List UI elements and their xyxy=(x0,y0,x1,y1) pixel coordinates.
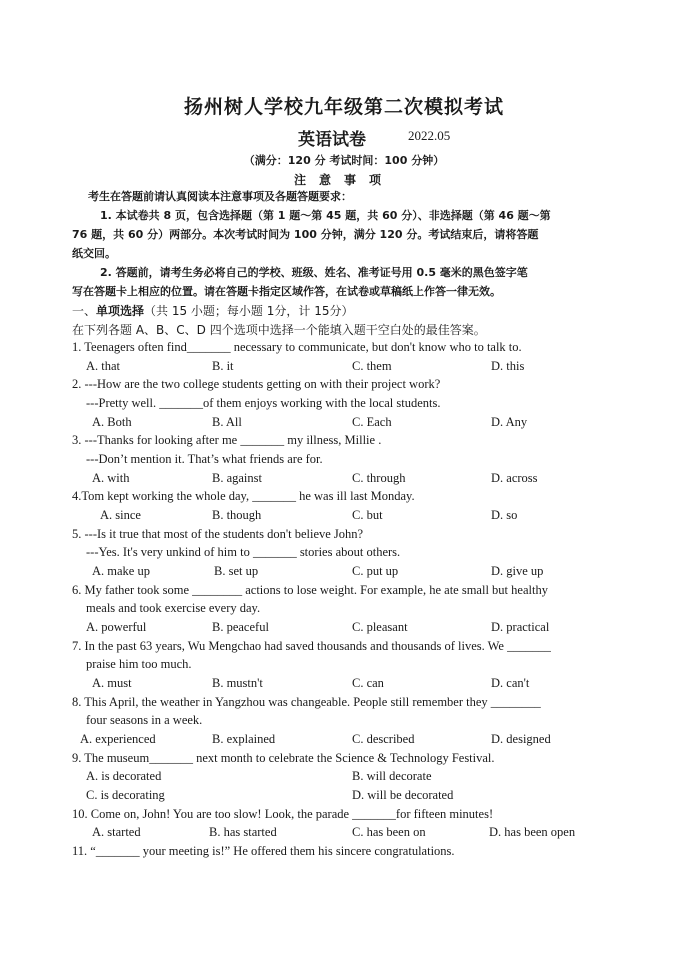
option-c: C. has been on xyxy=(352,825,426,839)
question-stem: 11. “_______ your meeting is!” He offered them his sincere congratulations. xyxy=(72,844,455,858)
instruction-line: 考生在答题前请认真阅读本注意事项及各题答题要求： xyxy=(88,190,352,203)
option-d: D. so xyxy=(491,508,518,522)
option-c: C. put up xyxy=(352,564,399,578)
option-b: B. mustn't xyxy=(212,676,263,690)
option-a: A. with xyxy=(92,471,130,485)
option-d: D. Any xyxy=(491,415,528,429)
question-stem: 9. The museum_______ next month to celebrate the Science & Technology Festival. xyxy=(72,751,495,765)
question-stem: 1. Teenagers often find_______ necessary to communicate, but don't know who to talk to. xyxy=(72,340,522,354)
option-b: B. explained xyxy=(212,732,276,746)
option-c: C. can xyxy=(352,676,384,690)
instruction-line: 76 题，共 60 分）两部分。本次考试时间为 100 分钟，满分 120 分。考试结束后，请将答题 xyxy=(72,228,539,241)
question-stem: 8. This April, the weather in Yangzhou was changeable. People still remember they ________ xyxy=(72,695,541,709)
section-description: 在下列各题 A、B、C、D 四个选项中选择一个能填入题干空白处的最佳答案。 xyxy=(72,323,486,337)
option-a: A. powerful xyxy=(86,620,147,634)
question-stem: ---Don’t mention it. That’s what friends are for. xyxy=(86,452,323,466)
option-c: C. but xyxy=(352,508,383,522)
option-d: D. designed xyxy=(491,732,551,746)
option-b: B. will decorate xyxy=(352,769,432,783)
exam-title: 扬州树人学校九年级第二次模拟考试 xyxy=(183,96,504,118)
option-a: A. Both xyxy=(92,415,132,429)
option-c: C. through xyxy=(352,471,406,485)
option-a: A. is decorated xyxy=(86,769,162,783)
instruction-line: 2. 答题前，请考生务必将自己的学校、班级、姓名、准考证号用 0.5 毫米的黑色签字笔 xyxy=(100,266,528,279)
option-b: B. has started xyxy=(209,825,277,839)
option-a: A. experienced xyxy=(80,732,156,746)
option-d: D. will be decorated xyxy=(352,788,454,802)
question-stem: four seasons in a week. xyxy=(86,713,203,727)
question-stem: meals and took exercise every day. xyxy=(86,601,261,615)
exam-subtitle: 英语试卷 xyxy=(298,130,366,150)
question-stem: ---Yes. It's very unkind of him to _______ stories about others. xyxy=(86,545,401,559)
option-c: C. pleasant xyxy=(352,620,408,634)
section-heading xyxy=(72,302,353,319)
exam-meta: （满分：120 分 考试时间：100 分钟） xyxy=(243,154,445,167)
option-a: A. started xyxy=(92,825,141,839)
question-stem: 7. In the past 63 years, Wu Mengchao had saved thousands and thousands of lives. We _______ xyxy=(72,639,551,653)
option-a: A. must xyxy=(92,676,132,690)
option-b: B. it xyxy=(212,359,234,373)
option-b: B. against xyxy=(212,471,262,485)
exam-date: 2022.05 xyxy=(408,128,451,143)
option-a: A. since xyxy=(100,508,141,522)
option-a: A. make up xyxy=(92,564,150,578)
question-stem: ---Pretty well. _______of them enjoys working with the local students. xyxy=(86,396,441,410)
option-b: B. set up xyxy=(214,564,259,578)
option-c: C. them xyxy=(352,359,392,373)
option-d: D. across xyxy=(491,471,538,485)
question-stem: 3. ---Thanks for looking after me _______ my illness, Millie . xyxy=(72,433,382,447)
option-c: C. described xyxy=(352,732,415,746)
option-b: B. peaceful xyxy=(212,620,269,634)
question-stem: 6. My father took some ________ actions to lose weight. For example, he ate small but healthy xyxy=(72,583,548,597)
option-b: B. All xyxy=(212,415,242,429)
section-number: 一、 xyxy=(72,304,97,318)
option-d: D. practical xyxy=(491,620,550,634)
subtitle-row xyxy=(0,125,688,150)
instruction-line: 1. 本试卷共 8 页，包含选择题（第 1 题～第 45 题，共 60 分）、非选择题（第 46 题～第 xyxy=(100,209,551,222)
section-score: （共 15 小题；每小题 1分，计 15分） xyxy=(144,304,354,318)
question-stem: 5. ---Is it true that most of the students don't believe John? xyxy=(72,527,364,541)
instruction-line: 纸交回。 xyxy=(72,247,116,260)
option-c: C. Each xyxy=(352,415,392,429)
notice-heading: 注意事项 xyxy=(293,173,394,187)
option-a: A. that xyxy=(86,359,121,373)
section-title: 单项选择 xyxy=(96,304,145,318)
option-d: D. this xyxy=(491,359,525,373)
question-stem: 2. ---How are the two college students getting on with their project work? xyxy=(72,377,441,391)
option-d: D. can't xyxy=(491,676,530,690)
option-b: B. though xyxy=(212,508,262,522)
option-d: D. has been open xyxy=(489,825,576,839)
question-stem: 10. Come on, John! You are too slow! Look, the parade _______for fifteen minutes! xyxy=(72,807,494,821)
instruction-line: 写在答题卡上相应的位置。请在答题卡指定区域作答，在试卷或草稿纸上作答一律无效。 xyxy=(72,285,501,298)
option-c: C. is decorating xyxy=(86,788,165,802)
question-stem: praise him too much. xyxy=(86,657,192,671)
option-d: D. give up xyxy=(491,564,544,578)
question-stem: 4.Tom kept working the whole day, _______ he was ill last Monday. xyxy=(72,489,415,503)
